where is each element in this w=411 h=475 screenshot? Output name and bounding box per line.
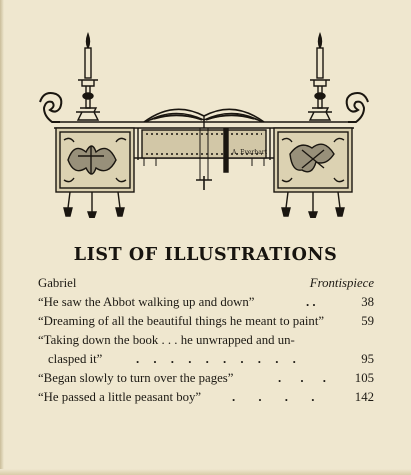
entry-title: Gabriel	[38, 276, 77, 290]
leader-dots: . . .	[278, 371, 334, 385]
entry-title: “Began slowly to turn over the pages”	[38, 371, 234, 385]
entry-title: “Taking down the book . . . he unwrapped and un-	[38, 333, 295, 347]
entry-title: clasped it”	[48, 352, 103, 366]
open-book-icon	[144, 109, 264, 128]
page-title: LIST OF ILLUSTRATIONS	[73, 245, 338, 265]
list-item	[38, 276, 374, 295]
page-edge-bottom	[0, 469, 411, 475]
illustrations-list	[38, 276, 374, 409]
leader-dots: . .	[306, 295, 316, 309]
headpiece-illustration	[34, 30, 374, 218]
entry-page: 38	[361, 295, 374, 309]
entry-title: “Dreaming of all the beautiful things he meant to paint”	[38, 314, 325, 328]
leader-dots: . . . . . . . . . .	[136, 352, 302, 366]
list-item	[38, 352, 374, 371]
list-item	[38, 295, 374, 314]
entry-page: 142	[354, 390, 374, 404]
right-candle-icon	[308, 34, 332, 120]
illustrator-signature: A. Everhart	[232, 149, 268, 156]
left-candle-icon	[76, 34, 100, 120]
list-item	[38, 390, 374, 409]
leader-dots: . . . .	[232, 390, 325, 404]
right-ornate-panel-icon	[274, 128, 352, 218]
left-ornate-panel-icon	[56, 128, 134, 218]
entry-title: “He saw the Abbot walking up and down”	[38, 295, 255, 309]
entry-page: 105	[354, 371, 374, 385]
page-edge-left	[0, 0, 4, 475]
list-item	[38, 333, 374, 352]
list-item	[38, 314, 374, 333]
entry-page: Frontispiece	[309, 276, 374, 290]
list-item	[38, 371, 374, 390]
entry-page: 59	[361, 314, 374, 328]
entry-title: “He passed a little peasant boy”	[38, 390, 202, 404]
entry-page: 95	[361, 352, 374, 366]
